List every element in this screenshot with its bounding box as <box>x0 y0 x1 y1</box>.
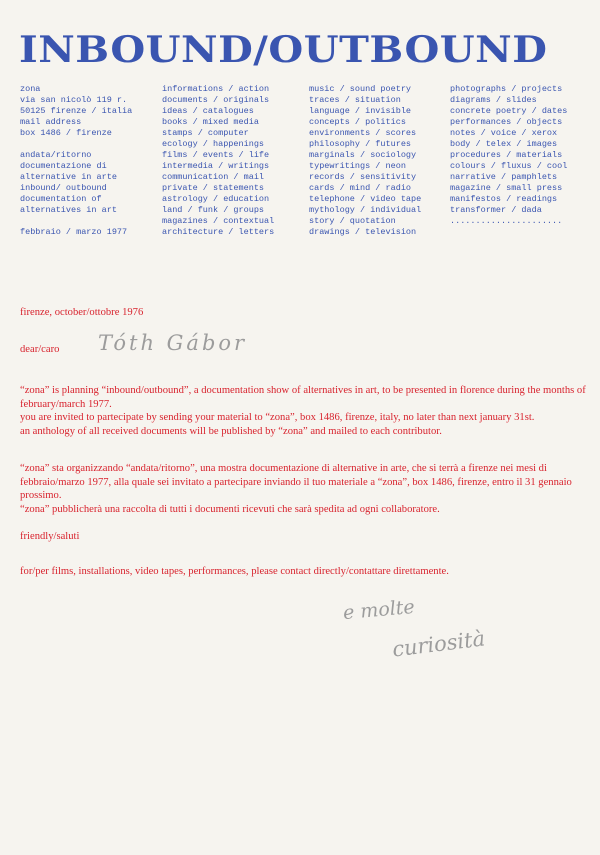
spacer <box>20 216 132 227</box>
category-line: architecture / letters <box>162 227 275 237</box>
category-column-3 <box>309 84 421 238</box>
spacer <box>20 139 132 150</box>
category-line: traces / situation <box>309 95 401 105</box>
date-line: firenze, october/ottobre 1976 <box>20 307 144 318</box>
signature-line-2: curiosità <box>390 626 487 662</box>
recipient-handwritten: Tóth Gábor <box>98 331 248 355</box>
category-line: photographs / projects <box>450 84 563 94</box>
address-line: documentation of <box>20 194 102 204</box>
category-line: magazine / small press <box>450 183 563 193</box>
closing: friendly/saluti <box>20 531 80 542</box>
address-line: documentazione di <box>20 161 107 171</box>
address-block <box>20 84 132 238</box>
italian-p2: “zona” pubblicherà una raccolta di tutti i documenti ricevuti che sarà spedita ad ogni collaboratore. <box>20 503 440 515</box>
category-column-2 <box>162 84 274 238</box>
category-line: records / sensitivity <box>309 172 417 182</box>
category-column-4 <box>450 84 567 227</box>
category-line: language / invisible <box>309 106 412 116</box>
address-line: febbraio / marzo 1977 <box>20 227 128 237</box>
category-line: intermedia / writings <box>162 161 270 171</box>
english-paragraph <box>20 384 588 438</box>
address-line: zona <box>20 84 41 94</box>
address-line: 50125 firenze / italia <box>20 106 133 116</box>
category-line: manifestos / readings <box>450 194 558 204</box>
category-line: narrative / pamphlets <box>450 172 558 182</box>
signature-line-1: e molte <box>342 595 416 625</box>
address-line: mail address <box>20 117 82 127</box>
address-line: via san nicolò 119 r. <box>20 95 128 105</box>
category-line: land / funk / groups <box>162 205 265 215</box>
dotted-leader: ...................... <box>450 216 563 226</box>
category-line: transformer / dada <box>450 205 542 215</box>
contact-line: for/per films, installations, video tapes, performances, please contact directly/contattare direttamente. <box>20 566 449 577</box>
category-line: philosophy / futures <box>309 139 412 149</box>
letterhead-title: INBOUND/OUTBOUND <box>19 28 548 72</box>
category-line: books / mixed media <box>162 117 259 127</box>
category-line: concrete poetry / dates <box>450 106 568 116</box>
category-line: stamps / computer <box>162 128 249 138</box>
english-p1: “zona” is planning “inbound/outbound”, a documentation show of alternatives in art, to be presented in florence during the months of february/march 1977. <box>20 385 586 410</box>
category-line: diagrams / slides <box>450 95 537 105</box>
english-p3: an anthology of all received documents will be published by “zona” and mailed to each contributor. <box>20 425 442 437</box>
address-line: inbound/ outbound <box>20 183 107 193</box>
category-line: story / quotation <box>309 216 396 226</box>
category-line: cards / mind / radio <box>309 183 412 193</box>
category-line: environments / scores <box>309 128 417 138</box>
italian-paragraph <box>20 462 588 516</box>
category-line: colours / fluxus / cool <box>450 161 568 171</box>
category-line: body / telex / images <box>450 139 558 149</box>
category-line: music / sound poetry <box>309 84 412 94</box>
address-line: andata/ritorno <box>20 150 92 160</box>
category-line: typewritings / neon <box>309 161 406 171</box>
category-line: telephone / video tape <box>309 194 422 204</box>
address-line: box 1486 / firenze <box>20 128 112 138</box>
category-line: procedures / materials <box>450 150 563 160</box>
category-line: performances / objects <box>450 117 563 127</box>
category-line: informations / action <box>162 84 270 94</box>
category-line: ideas / catalogues <box>162 106 254 116</box>
category-line: documents / originals <box>162 95 270 105</box>
category-line: concepts / politics <box>309 117 406 127</box>
italian-p1: “zona” sta organizzando “andata/ritorno”, una mostra documentazione di alternative in arte, che si terrà a firenze nei mesi di febbraio/marzo 1977, alla quale sei invitato a partecipare inviando il tuo materiale a “zona”, box 1486, firenze, entro il 31 gennaio prossimo. <box>20 463 572 501</box>
english-p2: you are invited to partecipate by sending your material to “zona”, box 1486, firenze, italy, no later than next january 31st. <box>20 412 535 423</box>
category-line: marginals / sociology <box>309 150 417 160</box>
category-line: astrology / education <box>162 194 270 204</box>
category-line: ecology / happenings <box>162 139 265 149</box>
category-line: drawings / television <box>309 227 417 237</box>
category-line: magazines / contextual <box>162 216 275 226</box>
salutation: dear/caro <box>20 344 60 355</box>
category-line: notes / voice / xerox <box>450 128 558 138</box>
address-line: alternatives in art <box>20 205 117 215</box>
category-line: private / statements <box>162 183 265 193</box>
address-line: alternative in arte <box>20 172 117 182</box>
category-line: films / events / life <box>162 150 270 160</box>
category-line: communication / mail <box>162 172 265 182</box>
category-line: mythology / individual <box>309 205 422 215</box>
